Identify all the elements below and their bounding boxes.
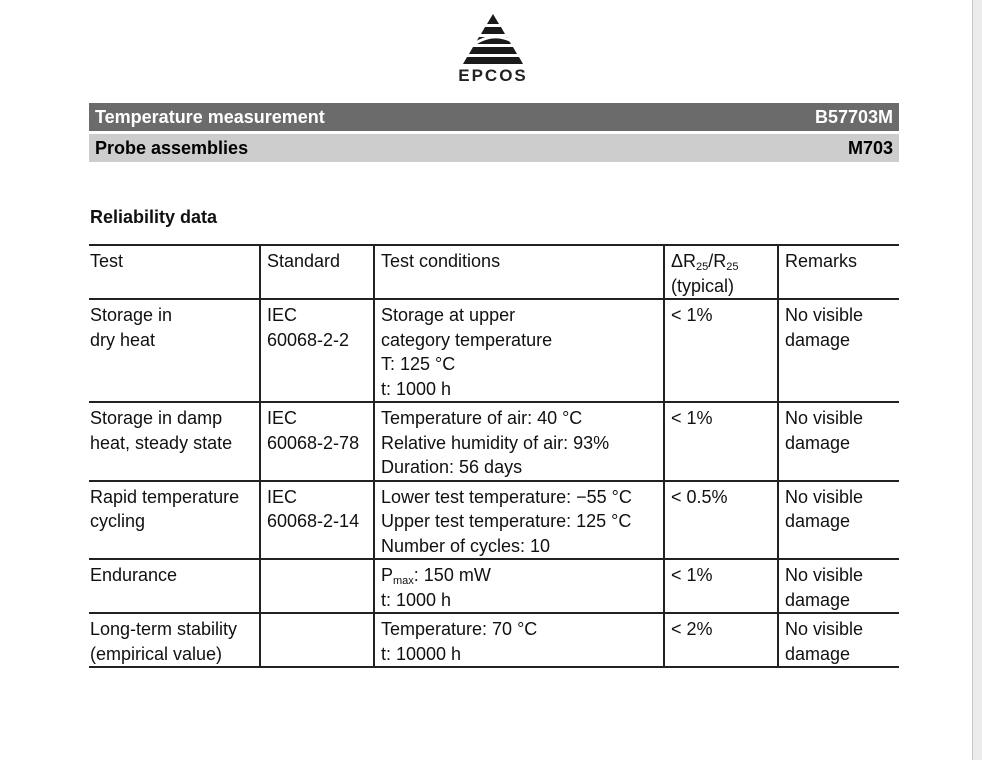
col-header-standard: Standard [260,245,374,299]
cell-test: Storage in dry heat [89,299,260,402]
cell-standard [260,559,374,613]
header-subtitle: Probe assemblies [95,137,249,158]
cell-standard [260,613,374,667]
cell-conditions: Temperature: 70 °C t: 10000 h [374,613,664,667]
cell-delta: < 1% [664,402,778,481]
header-band-primary [89,103,899,131]
cell-conditions: $P_{max}$: 150 mW t: 1000 h [374,559,664,613]
cell-remarks: No visible damage [778,559,899,613]
table-row [89,402,899,481]
epcos-logo [452,14,534,86]
cell-delta: < 0.5% [664,481,778,560]
delta-r-note: (typical) [671,275,735,296]
cell-conditions: Temperature of air: 40 °C Relative humidity of air: 93% Duration: 56 days [374,402,664,481]
section-title: Reliability data [90,207,218,227]
col-header-conditions: Test conditions [374,245,664,299]
header-title: Temperature measurement [95,106,325,127]
cell-test: Rapid temperature cycling [89,481,260,560]
cell-delta: < 2% [664,613,778,667]
cell-test: Long-term stability (empirical value) [89,613,260,667]
delta-r-formula: $\Delta R_{25}/R_{25}$ [671,251,739,273]
cell-test: Storage in damp heat, steady state [89,402,260,481]
table-row [89,481,899,560]
cell-standard: IEC 60068-2-78 [260,402,374,481]
cell-remarks: No visible damage [778,402,899,481]
col-header-test: Test [89,245,260,299]
epcos-triangle-icon [463,14,523,64]
table-row [89,559,899,613]
reliability-table [89,244,899,668]
cell-conditions: Storage at upper category temperature T: 125 °C t: 1000 h [374,299,664,402]
table-row [89,299,899,402]
cell-remarks: No visible damage [778,299,899,402]
brand-name: EPCOS [458,66,528,85]
page-edge [972,0,982,760]
header-part-number: B57703M [814,106,893,127]
cell-remarks: No visible damage [778,481,899,560]
table-header-row [89,245,899,299]
cell-standard: IEC 60068-2-2 [260,299,374,402]
cell-conditions: Lower test temperature: −55 °C Upper test temperature: 125 °C Number of cycles: 10 [374,481,664,560]
cell-standard: IEC 60068-2-14 [260,481,374,560]
cell-test: Endurance [89,559,260,613]
header-band-secondary [89,134,899,162]
col-header-remarks: Remarks [778,245,899,299]
header-model: M703 [847,137,893,158]
table-row [89,613,899,667]
cell-delta: < 1% [664,559,778,613]
cell-remarks: No visible damage [778,613,899,667]
col-header-delta-r [664,245,778,299]
cell-delta: < 1% [664,299,778,402]
